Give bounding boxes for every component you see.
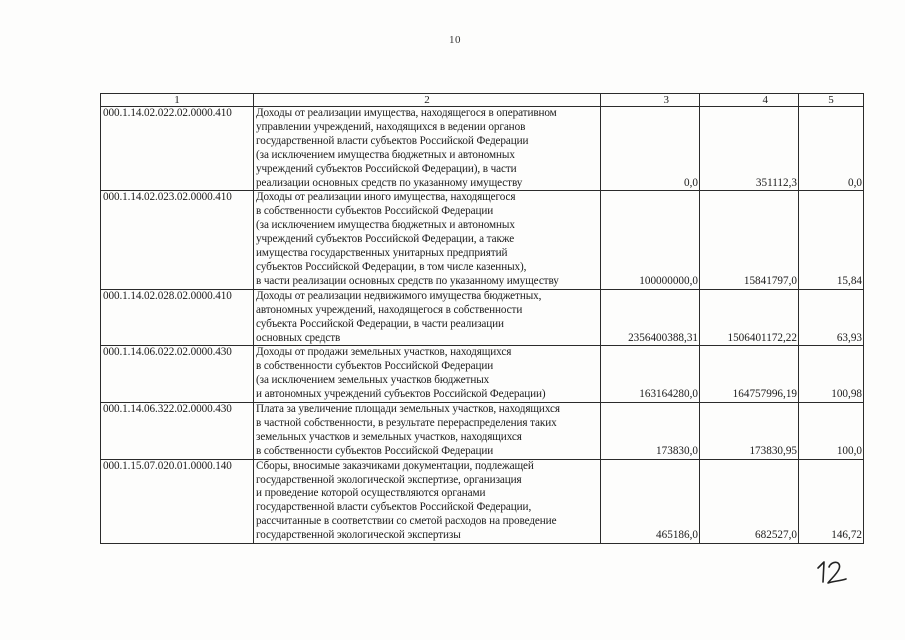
- row-col5-value: 63,93: [799, 289, 864, 346]
- header-row: [101, 94, 864, 107]
- row-description: Доходы от продажи земельных участков, находящихся в собственности субъектов Российской Федерации (за исключением земельных участков бюджетных и автономных учреждений субъектов Российской Федерации): [254, 346, 601, 403]
- row-col3-value: 0,0: [601, 107, 700, 191]
- page-number: 10: [449, 34, 461, 46]
- row-code: 000.1.14.06.022.02.0000.430: [101, 346, 254, 403]
- table-row: [101, 107, 864, 191]
- row-col4-value: 173830,95: [700, 403, 799, 460]
- row-col4-value: 351112,3: [700, 107, 799, 191]
- row-col5-value: 100,98: [799, 346, 864, 403]
- header-col-2: 2: [254, 94, 601, 107]
- header-col-5: 5: [799, 94, 864, 107]
- row-col5-value: 15,84: [799, 191, 864, 289]
- row-code: 000.1.14.02.023.02.0000.410: [101, 191, 254, 289]
- table-row: [101, 403, 864, 460]
- handwritten-page-mark: [812, 556, 852, 586]
- table-row: [101, 289, 864, 346]
- header-col-4: 4: [700, 94, 799, 107]
- row-description: Сборы, вносимые заказчиками документации, подлежащей государственной экологической экспертизе, организация и проведение которой осуществляются органами государственной власти субъектов Российской Федерации, рассчитанные в соответствии со сметой расходов на проведение государственной экологической экспертизы: [254, 459, 601, 543]
- row-code: 000.1.14.02.022.02.0000.410: [101, 107, 254, 191]
- row-col3-value: 2356400388,31: [601, 289, 700, 346]
- row-description: Доходы от реализации иного имущества, находящегося в собственности субъектов Российской Федерации (за исключением имущества бюджетных и автономных учреждений субъектов Российской Федерации, а также имущества государственных унитарных предприятий субъектов Российской Федерации, в том числе казенных), в части реализации основных средств по указанному имуществу: [254, 191, 601, 289]
- row-description: Доходы от реализации имущества, находящегося в оперативном управлении учреждений, находящихся в ведении органов государственной власти субъектов Российской Федерации (за исключением имущества бюджетных и автономных учреждений субъектов Российской Федерации), в части реализации основных средств по указанному имуществу: [254, 107, 601, 191]
- row-col5-value: 100,0: [799, 403, 864, 460]
- row-col5-value: 0,0: [799, 107, 864, 191]
- header-col-1: 1: [101, 94, 254, 107]
- row-col5-value: 146,72: [799, 459, 864, 543]
- row-col4-value: 682527,0: [700, 459, 799, 543]
- row-col3-value: 163164280,0: [601, 346, 700, 403]
- row-code: 000.1.14.02.028.02.0000.410: [101, 289, 254, 346]
- table-row: [101, 459, 864, 543]
- row-col4-value: 1506401172,22: [700, 289, 799, 346]
- row-code: 000.1.15.07.020.01.0000.140: [101, 459, 254, 543]
- budget-table: [100, 93, 864, 544]
- row-col3-value: 465186,0: [601, 459, 700, 543]
- row-col4-value: 15841797,0: [700, 191, 799, 289]
- header-col-3: 3: [601, 94, 700, 107]
- row-code: 000.1.14.06.322.02.0000.430: [101, 403, 254, 460]
- row-description: Плата за увеличение площади земельных участков, находящихся в частной собственности, в результате перераспределения таких земельных участков и земельных участков, находящихся в собственности субъектов Российской Федерации: [254, 403, 601, 460]
- row-description: Доходы от реализации недвижимого имущества бюджетных, автономных учреждений, находящегося в собственности субъекта Российской Федерации, в части реализации основных средств: [254, 289, 601, 346]
- table-row: [101, 346, 864, 403]
- row-col4-value: 164757996,19: [700, 346, 799, 403]
- row-col3-value: 100000000,0: [601, 191, 700, 289]
- row-col3-value: 173830,0: [601, 403, 700, 460]
- table-row: [101, 191, 864, 289]
- table-body: [101, 107, 864, 544]
- table-header: [101, 94, 864, 107]
